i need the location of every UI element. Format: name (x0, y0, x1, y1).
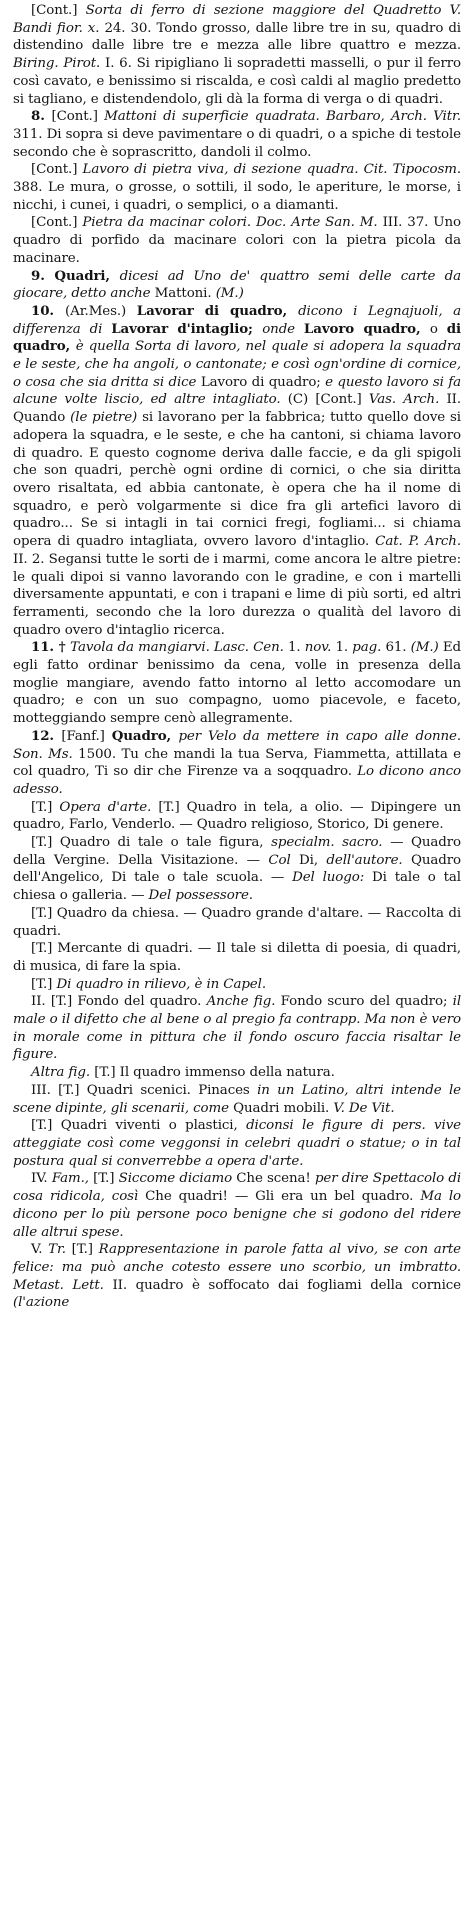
text-run: Lavoro quadro, (303, 320, 430, 337)
text-run: onde (262, 321, 304, 337)
text-run: e questo lavoro si fa alcune volte liscio, ed altre intagliato. (13, 374, 461, 408)
text-run: Biring. Pirot. (13, 56, 106, 72)
text-run: Pietra da macinar colori. Doc. Arte San. M. (82, 215, 383, 231)
text-run: 10. (31, 302, 66, 319)
text-run: per Velo da mettere in capo alle donne. Son. Ms. (13, 728, 461, 762)
text-run: [Cont.] (51, 109, 105, 125)
text-run: [T.] Quadri viventi o plastici, (31, 1118, 247, 1134)
text-run: [T.] Mercante di quadri. — Il tale si diletta di poesia, di quadri, di musica, di fare la spia. (13, 941, 461, 974)
text-run: Vas. Arch. (368, 392, 447, 408)
text-run: 388. Le mura, o grosse, o sottili, il sodo, le aperiture, le morse, i nicchi, i cunei, i quadri, o semplici, o a diamanti. (13, 180, 461, 213)
text-run: (le pietre) (70, 410, 143, 426)
text-run: I. 6. Si ripigliano li sopradetti masselli, o pur il ferro così cavato, e benissimo si riscalda, e così caldi al maglio predetto si tagliano, e distendendolo, gli dà la forma di verga o di quadri. (13, 56, 462, 107)
text-run: (M.) (410, 640, 443, 656)
text-run: II. 2. Segansi tutte le sorti de i marmi, come ancora le altre pietre: le quali dipoi si vanno lavorando con le gradine, e con i martelli diversamente appuntati, e con i trapani e lime di più sorti, ed altri ferramenti, secondo che la loro durezza o qualità del lavoro di quadro overo d'intaglio ricerca. (13, 551, 461, 638)
text-run: è quella Sorta di lavoro, nel quale si adopera la squadra e le seste, che ha angoli, o cantonate; e così ogn'ordine di cornice, o cosa che sia dritta si dice (13, 339, 461, 390)
entry-paragraph (13, 303, 461, 639)
text-run: Col (268, 852, 300, 868)
entry-paragraph (13, 976, 461, 994)
text-run: [T.] Il quadro immenso della natura. (94, 1065, 335, 1081)
text-run: Siccome diciamo (118, 1171, 237, 1187)
text-run: Tr. (48, 1242, 72, 1258)
text-run: dell'autore. (326, 852, 411, 868)
text-run: Di quadro in rilievo, è in Capel. (56, 976, 266, 992)
text-run: o (429, 321, 447, 337)
text-run: Fondo scuro del quadro; (280, 994, 453, 1010)
entry-paragraph (13, 799, 461, 834)
text-run: [Cont.] (31, 3, 86, 18)
text-run: [Fanf.] (61, 728, 112, 744)
entry-paragraph (13, 108, 461, 161)
entry-paragraph (13, 1082, 461, 1117)
text-run: Quadri mobili. (233, 1100, 334, 1116)
entry-paragraph (13, 1064, 461, 1082)
text-run: — Quadro della Vergine. Della Visitazione. — (13, 835, 462, 868)
text-run: Sorta di ferro di sezione maggiore del Quadretto V. Bandi fior. x. (13, 3, 461, 36)
text-run: Di, (299, 852, 327, 868)
text-run: diconsi le figure di pers. vive atteggiate così come veggonsi in celebri quadri o statue; o in tal postura qual si converrebbe a opera d'arte. (13, 1118, 461, 1169)
text-run: [T.] Quadro di tale o tale figura, (31, 835, 272, 851)
text-run: 24. 30. Tondo grosso, dalle libre tre in su, quadro di distendino dalle libre tre e mezza alle libre quattro e mezza. (13, 20, 461, 54)
text-run: II. Quando (13, 392, 461, 426)
text-run: 1500. Tu che mandi la tua Serva, Fiammetta, attillata e col quadro, Ti so dir che Firenze va a soqquadro. (13, 746, 461, 780)
text-run: (l'azione (13, 1295, 70, 1311)
text-run: specialm. sacro. (271, 835, 391, 851)
text-run: [Cont.] (31, 215, 83, 231)
entry-paragraph (13, 834, 461, 905)
entry-paragraph (13, 1117, 461, 1170)
text-run: [T.] Quadro in tela, a olio. — Dipingere un quadro, Farlo, Venderlo. — Quadro religioso, Storico, Di genere. (13, 799, 461, 833)
text-run: Anche fig. (206, 994, 281, 1010)
entry-paragraph (13, 268, 461, 303)
text-run: [Cont.] (31, 162, 83, 178)
text-run: Lo dicono anco adesso. (13, 764, 461, 797)
text-run: 1. (287, 640, 305, 656)
entry-paragraph (13, 639, 461, 728)
entry-paragraph (13, 993, 461, 1064)
entry-paragraph (13, 161, 461, 214)
text-run: Del possessore. (148, 888, 253, 904)
text-run: 12. (31, 727, 62, 744)
text-run: Lavorar di quadro, (136, 302, 299, 319)
text-run: Tavola da mangiarvi. Lasc. Cen. (70, 640, 288, 656)
text-run: (C) [Cont.] (287, 392, 369, 408)
text-run: V. (31, 1242, 49, 1258)
text-run: [T.] (71, 1242, 99, 1258)
entry-paragraph (13, 1241, 461, 1312)
entry-paragraph (13, 905, 461, 940)
text-run: dicono i Legnajuoli, a differenza di (13, 303, 462, 337)
text-run: 8. (31, 108, 52, 125)
text-run: (Ar.Mes.) (65, 303, 137, 319)
text-run: Opera d'arte. (59, 799, 159, 815)
text-run: IV. (31, 1171, 52, 1187)
text-run: Del luogo: (292, 870, 373, 886)
text-run: III. 37. Uno quadro di porfido da macinare colori con la pietra picola da macinare. (13, 215, 461, 266)
text-run: Quadro, (111, 727, 179, 744)
text-run: Fam., (51, 1171, 94, 1187)
text-run: in un Latino, altri intende le scene dipinte, gli scenarii, come (13, 1082, 461, 1116)
text-run: 61. (385, 640, 411, 656)
text-run: Che quadri! — Gli era un bel quadro. (145, 1189, 421, 1205)
text-run: Lavorar d'intaglio; (111, 320, 263, 337)
text-run: il male o il difetto che al bene o al pregio fa contrapp. Ma non è vero in morale come in pittura che il fondo oscuro faccia risaltar le figure. (13, 994, 462, 1063)
text-run: (M.) (215, 286, 244, 302)
text-run: 1. (335, 640, 353, 656)
text-run: Ed egli fatto ordinar benissimo da cena, volle in presenza della moglie mangiare, avendo fatto intorno al letto accomodare un quadro; e con un suo compagno, uomo piacevole, e faceto, motteggiando sempre cenò allegramente. (13, 640, 462, 727)
text-run: Che scena! (236, 1171, 315, 1187)
entry-paragraph (13, 2, 461, 108)
text-run: Altra fig. (31, 1065, 95, 1081)
text-run: Mattoni di superficie quadrata. Barbaro, Arch. Vitr. (104, 109, 462, 125)
entry-paragraph (13, 728, 461, 799)
text-run: Lavoro di quadro; (200, 374, 326, 390)
text-run: Rappresentazione in parole fatta al vivo, se con arte felice: ma può anche cotesto essere uno scorbio, un imbratto. Metast. Lett. (13, 1242, 461, 1293)
text-run: Cat. P. Arch. (375, 534, 461, 550)
entry-paragraph (13, 214, 461, 267)
text-run: [T.] (93, 1171, 119, 1187)
text-run: si lavorano per la fabbrica; tutto quello dove si adopera la squadra, e le seste, e che ha cantoni, si chiama lavoro di quadro. E questo cognome deriva dalle faccie, e da gli spigoli che son quadri, perchè ogni ordine di cornici, o che sia diritta overo risaltata, ed abbia cantonate, è opera che ha il nome di squadro, e però volgarmente si dice fra gli artefici lavoro di quadro... Se si intagli in tai cornici fregi, fogliami... si chiama opera di quadro intagliata, ovvero lavoro d'intaglio. (13, 410, 461, 550)
text-run: 9. Quadri, (31, 267, 120, 284)
entry-paragraph (13, 940, 461, 975)
text-run: [T.] Quadro da chiesa. — Quadro grande d'altare. — Raccolta di quadri. (13, 905, 461, 939)
text-run: Mattoni. (154, 286, 216, 302)
text-run: II. quadro è soffocato dai fogliami della cornice (112, 1277, 461, 1293)
text-run: di quadro, (13, 320, 461, 355)
text-run: [T.] (31, 976, 57, 992)
text-run: Di tale o tal chiesa o galleria. — (13, 870, 461, 904)
text-run: V. De Vit. (333, 1100, 395, 1116)
text-run: Lavoro di pietra viva, di sezione quadra. Cit. Tipocosm. (82, 162, 461, 178)
entry-paragraph (13, 1170, 461, 1241)
text-run: Ma lo dicono per lo più persone poco benigne che si godono del ridere alle altrui spese. (13, 1189, 462, 1240)
text-run: III. [T.] Quadri scenici. Pinaces (31, 1082, 258, 1098)
text-run: II. [T.] Fondo del quadro. (31, 994, 207, 1010)
text-run: per dire Spettacolo di cosa ridicola, così (13, 1171, 462, 1205)
text-run: Quadro dell'Angelico, Di tale o tale scuola. — (13, 852, 461, 886)
text-run: dicesi ad Uno de' quattro semi delle carte da giocare, detto anche (13, 268, 461, 302)
text-run: pag. (352, 640, 386, 656)
text-run: nov. (304, 640, 336, 656)
text-run: 11. † (31, 639, 71, 656)
text-run: [T.] (31, 799, 60, 815)
text-run: 311. Di sopra si deve pavimentare o di quadri, o a spiche di testole secondo che è soprascritto, dandoli il colmo. (13, 126, 461, 160)
